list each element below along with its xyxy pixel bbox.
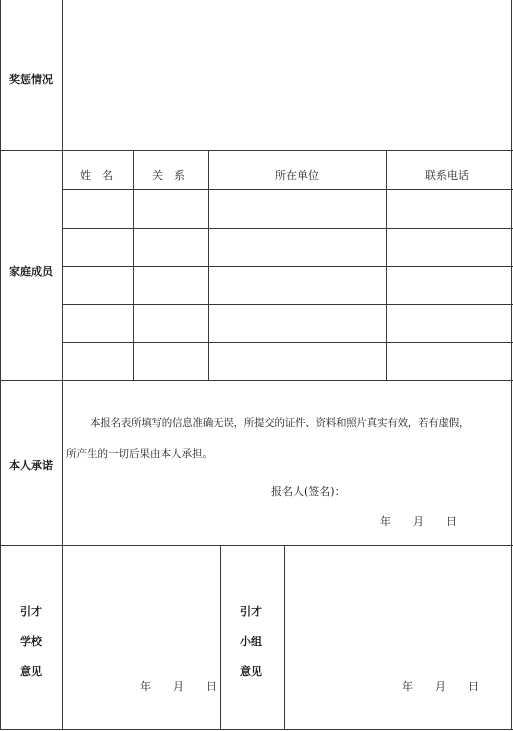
family-phone-cell[interactable] [387, 190, 511, 228]
family-name-cell[interactable] [63, 190, 133, 228]
group-opinion-field[interactable] [285, 546, 511, 676]
family-unit-cell[interactable] [209, 343, 386, 380]
family-relation-cell[interactable] [134, 343, 208, 380]
column-divider [511, 0, 512, 730]
family-relation-cell[interactable] [134, 190, 208, 228]
signature-field[interactable] [355, 480, 505, 502]
awards-label: 奖惩情况 [9, 73, 53, 86]
family-unit-cell[interactable] [209, 267, 386, 304]
pledge-text-line1: 本报名表所填写的信息准确无误，所提交的证件、资料和照片真实有效，若有虚假， [90, 417, 470, 429]
group-opinion-date: 年 月 日 [402, 680, 479, 693]
family-label: 家庭成员 [9, 265, 53, 278]
awards-field[interactable] [63, 1, 511, 150]
group-opinion-label-line1: 引才 [240, 605, 262, 618]
signature-label: 报名人(签名)： [271, 485, 346, 498]
header-unit: 所在单位 [275, 169, 319, 182]
row-divider [0, 729, 513, 730]
family-unit-cell[interactable] [209, 229, 386, 266]
school-opinion-date: 年 月 日 [140, 680, 217, 693]
column-divider [0, 0, 1, 730]
family-name-cell[interactable] [63, 267, 133, 304]
header-phone: 联系电话 [425, 169, 469, 182]
pledge-label: 本人承诺 [9, 459, 53, 472]
group-opinion-label-line3: 意见 [240, 665, 262, 678]
header-relation: 关 系 [152, 169, 185, 182]
header-name: 姓 名 [80, 169, 113, 182]
row-divider [0, 380, 513, 381]
family-relation-cell[interactable] [134, 305, 208, 342]
school-opinion-label-line2: 学校 [20, 635, 42, 648]
family-name-cell[interactable] [63, 305, 133, 342]
school-opinion-field[interactable] [63, 546, 220, 676]
school-opinion-label-line1: 引才 [20, 605, 42, 618]
family-unit-cell[interactable] [209, 305, 386, 342]
family-name-cell[interactable] [63, 343, 133, 380]
pledge-text-line2: 所产生的一切后果由本人承担。 [66, 448, 213, 460]
family-unit-cell[interactable] [209, 190, 386, 228]
family-phone-cell[interactable] [387, 305, 511, 342]
group-opinion-label-line2: 小组 [240, 635, 262, 648]
school-opinion-label-line3: 意见 [20, 665, 42, 678]
column-divider [220, 545, 221, 730]
family-phone-cell[interactable] [387, 229, 511, 266]
family-relation-cell[interactable] [134, 229, 208, 266]
family-phone-cell[interactable] [387, 343, 511, 380]
row-divider [0, 150, 513, 151]
family-name-cell[interactable] [63, 229, 133, 266]
family-relation-cell[interactable] [134, 267, 208, 304]
pledge-date: 年 月 日 [380, 515, 457, 528]
family-phone-cell[interactable] [387, 267, 511, 304]
